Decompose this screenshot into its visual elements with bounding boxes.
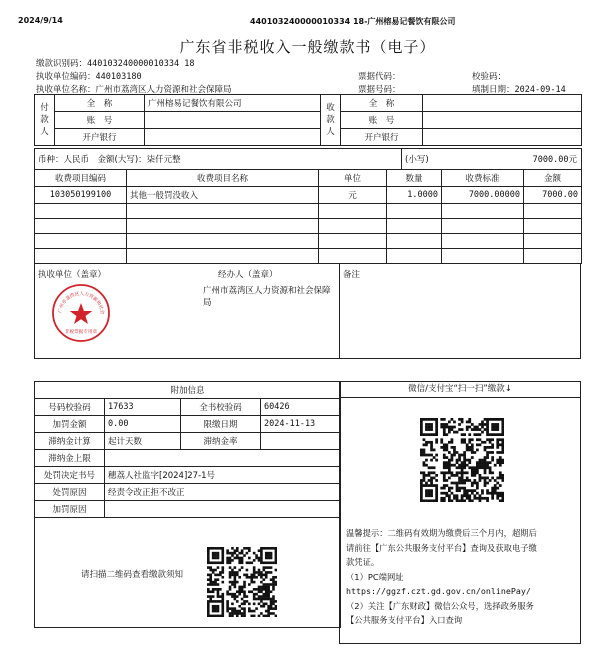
- payer-bank-value: [145, 129, 321, 146]
- late-calc-label: 滞纳金计算: [35, 433, 105, 450]
- surcharge-reason-label: 加罚原因: [35, 501, 105, 518]
- table-row: [35, 187, 582, 204]
- payee-bank-label: 开户银行: [341, 129, 423, 146]
- identifier-value: 440103240000010334 18: [87, 59, 195, 69]
- currency-label: 币种：人民币 金额(大写)：柒仟元整: [35, 149, 402, 170]
- qr-code-icon[interactable]: [207, 547, 277, 617]
- pay-tip-url: https://ggzf.czt.gd.gov.cn/onlinePay/: [346, 586, 531, 596]
- pay-tip-line: 【公共服务支付平台】入口查询: [346, 615, 463, 625]
- currency-small-label: (小写): [405, 155, 429, 165]
- print-code-title: 440103240000010334 18-广州榕易记餐饮有限公司: [250, 17, 456, 26]
- fill-date-label: 填制日期：: [472, 85, 515, 95]
- item-amount: 7000.00: [524, 187, 582, 204]
- late-rate-label: 滞纳金率: [181, 433, 261, 450]
- currency-small-value: 7000.00元: [532, 155, 577, 165]
- payee-side-label: 收款人: [321, 95, 341, 146]
- check-value: 17633: [105, 399, 181, 416]
- payer-account-value: [145, 112, 321, 129]
- payer-bank-label: 开户银行: [55, 129, 145, 146]
- sign-section: [34, 263, 581, 359]
- ticket-no-label: 票据号码：: [358, 85, 401, 95]
- seal-bottom-text: 非税票据专用章: [64, 330, 98, 335]
- ticket-code-label: 票据代码：: [358, 72, 401, 82]
- pay-tip-line: 温馨提示：二维码有效期为缴费后三个月内，超期后: [346, 528, 537, 538]
- item-name: 其他一般罚没收入: [127, 187, 319, 204]
- decision-value: 穗荔人社监字[2024]27-1号: [105, 467, 341, 484]
- deadline-value: 2024-11-13: [261, 416, 341, 433]
- late-limit-label: 滞纳金上限: [35, 450, 105, 467]
- item-qty: 1.0000: [387, 187, 442, 204]
- items-header-row: [35, 170, 582, 187]
- payer-side-label: 付款人: [35, 95, 55, 146]
- payee-account-label: 账 号: [341, 112, 423, 129]
- unit-code-row: [36, 70, 142, 82]
- notice-cell: [35, 518, 341, 628]
- reason-label: 处罚原因: [35, 484, 105, 501]
- late-limit-value: [105, 450, 341, 467]
- official-seal-icon: [51, 283, 111, 343]
- payee-name-value: [423, 95, 582, 112]
- decision-label: 处罚决定书号: [35, 467, 105, 484]
- pay-tip-line: 请前往【广东公共服务支付平台】查询及获取电子缴: [346, 542, 537, 553]
- check-label: 号码校验码: [35, 399, 105, 416]
- identifier-label: 缴款识别码：: [36, 59, 88, 69]
- payee-account-value: [423, 112, 582, 129]
- item-code: 103050199100: [35, 187, 127, 204]
- pay-tip-line: （2）关注【广东财政】微信公众号，选择政务服务: [346, 600, 534, 611]
- sign-agent-value: 广州市荔湾区人力资源和社会保障局: [203, 286, 331, 308]
- currency-small-cell: [402, 149, 582, 170]
- unit-code-value: 440103180: [95, 72, 142, 82]
- qr-code-icon[interactable]: [420, 418, 504, 502]
- pay-tip-line: 款凭证。: [346, 557, 380, 567]
- surcharge-reason-value: [105, 501, 341, 518]
- payer-account-label: 账 号: [55, 112, 145, 129]
- items-header: 金额: [524, 170, 582, 187]
- unit-name-value: 广州市荔湾区人力资源和社会保障局: [95, 85, 232, 95]
- pay-title: 微信/支付宝“扫一扫”缴款↓: [339, 381, 581, 398]
- surcharge-label: 加罚金额: [35, 416, 105, 433]
- sign-unit-label: 执收单位（盖章）: [38, 270, 107, 280]
- late-rate-value: [261, 433, 341, 450]
- deadline-label: 限缴日期: [181, 416, 261, 433]
- remark-label: 备注: [343, 270, 361, 280]
- payer-payee-table: [34, 94, 582, 146]
- unit-name-label: 执收单位名称：: [36, 85, 96, 95]
- scan-tip: 请扫描二维码查看缴款须知: [81, 570, 184, 580]
- fill-date-value: 2024-09-14: [514, 85, 566, 95]
- table-row: [35, 234, 582, 249]
- reason-value: 经责令改正拒不改正: [105, 484, 341, 501]
- table-row: [35, 249, 582, 264]
- items-header: 单位: [319, 170, 387, 187]
- identifier-row: [36, 57, 194, 69]
- table-row: [35, 204, 582, 219]
- full-check-label: 全书校验码: [181, 399, 261, 416]
- surcharge-value: 0.00: [105, 416, 181, 433]
- items-header: 收费项目名称: [127, 170, 319, 187]
- check-code-label: 校验码：: [472, 72, 507, 82]
- print-date: 2024/9/14: [18, 16, 63, 25]
- items-header: 收费标准: [442, 170, 524, 187]
- pay-tip-line: （1）PC端网址: [346, 571, 404, 582]
- items-header: 收费项目编码: [35, 170, 127, 187]
- page-title: 广东省非税收入一般缴款书（电子）: [179, 38, 436, 56]
- items-table: [34, 169, 582, 264]
- pay-tips: [346, 526, 578, 628]
- payee-bank-value: [423, 129, 582, 146]
- extra-title: 附加信息: [35, 382, 341, 399]
- table-row: [35, 219, 582, 234]
- payee-name-label: 全 称: [341, 95, 423, 112]
- payer-name-value: 广州榕易记餐饮有限公司: [145, 95, 321, 112]
- seal-text: 广州市荔湾区人力资源和社会: [58, 291, 105, 315]
- full-check-value: 60426: [261, 399, 341, 416]
- items-header: 数量: [387, 170, 442, 187]
- currency-table: [34, 148, 582, 170]
- sign-divider: [339, 263, 340, 359]
- extra-table: [34, 381, 341, 628]
- payer-name-label: 全 称: [55, 95, 145, 112]
- item-unit: 元: [319, 187, 387, 204]
- sign-agent-label: 经办人（盖章）: [218, 270, 278, 280]
- item-standard: 7000.00000: [442, 187, 524, 204]
- late-calc-value: 起计天数: [105, 433, 181, 450]
- unit-code-label: 执收单位编码：: [36, 72, 96, 82]
